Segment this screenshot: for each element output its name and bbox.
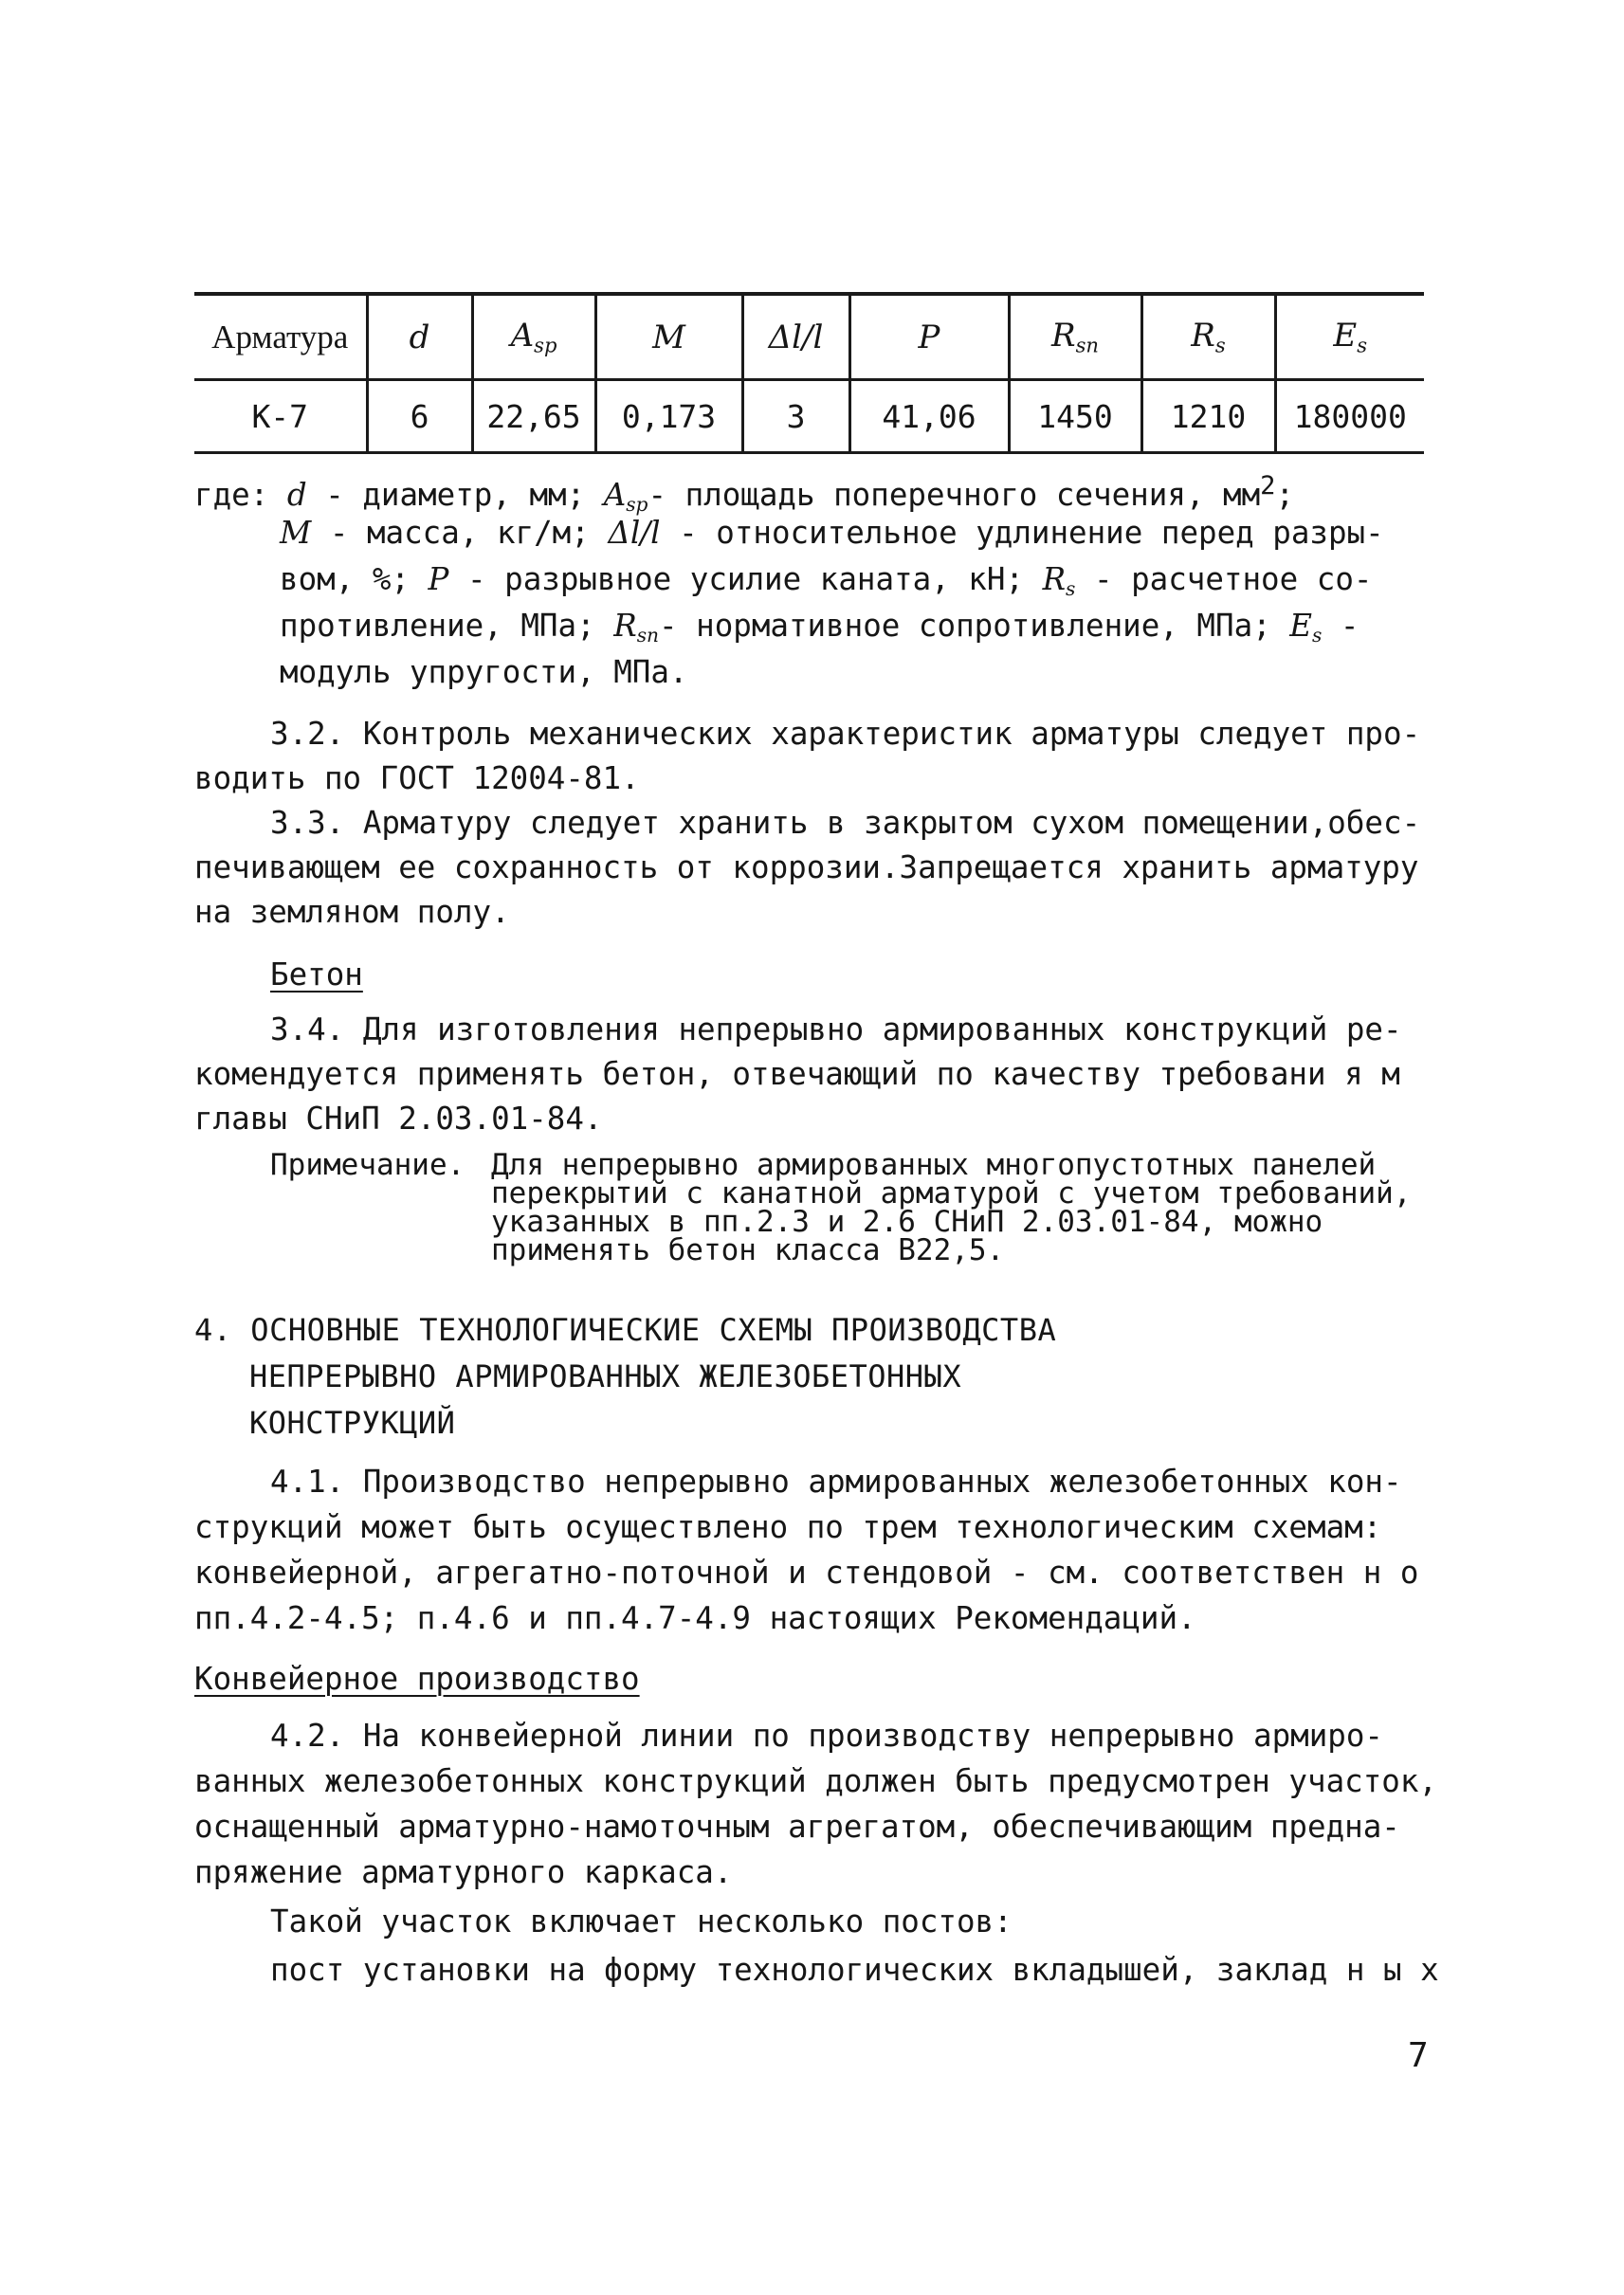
paragraph-4-2-line: 4.2. На конвейерной линии по производству непрерывно армиро- <box>270 1718 1383 1754</box>
note-line: применять бетон класса В22,5. <box>491 1233 1005 1267</box>
note-line: указанных в пп.2.3 и 2.6 СНиП 2.03.01-84, можно <box>491 1205 1323 1239</box>
definitions-line: противление, МПа; $R_{sn}-$ нормативное сопротивление, МПа; $E_s$ - <box>280 608 1359 647</box>
paragraph-4-1-line: струкций может быть осуществлено по трем технологическим схемам: <box>194 1509 1382 1545</box>
header-reinforcement: Арматура <box>194 294 367 380</box>
cell-elastic-modulus: 180000 <box>1275 380 1424 453</box>
note-line: Для непрерывно армированных многопустотных панелей <box>491 1148 1377 1182</box>
cell-breaking-force: 41,06 <box>849 380 1009 453</box>
paragraph-4-3-line: Такой участок включает несколько постов: <box>270 1903 1013 1940</box>
paragraph-4-3-line: пост установки на форму технологических вкладышей, заклад н ы х <box>270 1952 1439 1988</box>
header-breaking-force: P <box>849 294 1009 380</box>
reinforcement-table <box>194 292 1424 454</box>
paragraph-3-3-line: 3.3. Арматуру следует хранить в закрытом сухом помещении,обес- <box>270 805 1421 841</box>
paragraph-4-2-line: оснащенный арматурно-намоточным агрегатом, обеспечивающим предна- <box>194 1809 1400 1845</box>
definitions-line: где: d - диаметр, мм; $A_{sp}-$ площадь поперечного сечения, $мм^2$; <box>194 471 1295 516</box>
paragraph-3-2-line: 3.2. Контроль механических характеристик арматуры следует про- <box>270 716 1421 752</box>
concrete-subheading: Бетон <box>270 956 363 993</box>
header-mass: M <box>595 294 742 380</box>
cell-normative-resistance: 1450 <box>1009 380 1141 453</box>
header-normative-resistance: $R_{sn}$ <box>1009 294 1141 380</box>
paragraph-3-3-line: на земляном полу. <box>194 894 510 930</box>
section-4-heading: 4. ОСНОВНЫЕ ТЕХНОЛОГИЧЕСКИЕ СХЕМЫ ПРОИЗВОДСТВА <box>194 1312 1057 1348</box>
cell-elongation: 3 <box>742 380 849 453</box>
paragraph-3-4-line: 3.4. Для изготовления непрерывно армированных конструкций ре- <box>270 1011 1402 1047</box>
definitions-line: модуль упругости, МПа. <box>280 654 688 690</box>
paragraph-3-3-line: печивающем ее сохранность от коррозии.Запрещается хранить арматуру <box>194 849 1419 885</box>
header-elastic-modulus: $E_s$ <box>1275 294 1424 380</box>
section-4-heading: НЕПРЕРЫВНО АРМИРОВАННЫХ ЖЕЛЕЗОБЕТОННЫХ <box>249 1358 962 1394</box>
definitions-line: вом, %; P - разрывное усилие каната, кН; $R_s$ - расчетное со- <box>280 561 1373 601</box>
cell-reinforcement: К-7 <box>194 380 367 453</box>
paragraph-4-2-line: пряжение арматурного каркаса. <box>194 1854 733 1890</box>
paragraph-4-1-line: 4.1. Производство непрерывно армированных железобетонных кон- <box>270 1464 1402 1500</box>
note-label: Примечание. <box>270 1148 465 1182</box>
cell-design-resistance: 1210 <box>1141 380 1275 453</box>
paragraph-4-2-line: ванных железобетонных конструкций должен быть предусмотрен участок, <box>194 1763 1437 1799</box>
paragraph-3-4-line: главы СНиП 2.03.01-84. <box>194 1101 603 1137</box>
paragraph-3-2-line: водить по ГОСТ 12004-81. <box>194 760 640 796</box>
header-elongation: Δl/l <box>742 294 849 380</box>
cell-diameter: 6 <box>367 380 472 453</box>
table-row <box>194 380 1424 453</box>
header-design-resistance: $R_s$ <box>1141 294 1275 380</box>
table-header-row <box>194 294 1424 380</box>
section-4-heading: КОНСТРУКЦИЙ <box>249 1405 456 1441</box>
cell-mass: 0,173 <box>595 380 742 453</box>
paragraph-4-1-line: пп.4.2-4.5; п.4.6 и пп.4.7-4.9 настоящих Рекомендаций. <box>194 1600 1196 1636</box>
definitions-line: M - масса, кг/м; Δl/l - относительное удлинение перед разры- <box>280 515 1384 551</box>
conveyor-subheading: Конвейерное производство <box>194 1661 640 1697</box>
paragraph-4-1-line: конвейерной, агрегатно-поточной и стендовой - см. соответствен н о <box>194 1555 1419 1591</box>
header-diameter: d <box>367 294 472 380</box>
paragraph-3-4-line: комендуется применять бетон, отвечающий по качеству требовани я м <box>194 1056 1400 1092</box>
header-area: $A_{sp}$ <box>472 294 595 380</box>
page-number: 7 <box>1408 2036 1429 2075</box>
note-line: перекрытий с канатной арматурой с учетом требований, <box>491 1176 1412 1211</box>
cell-area: 22,65 <box>472 380 595 453</box>
